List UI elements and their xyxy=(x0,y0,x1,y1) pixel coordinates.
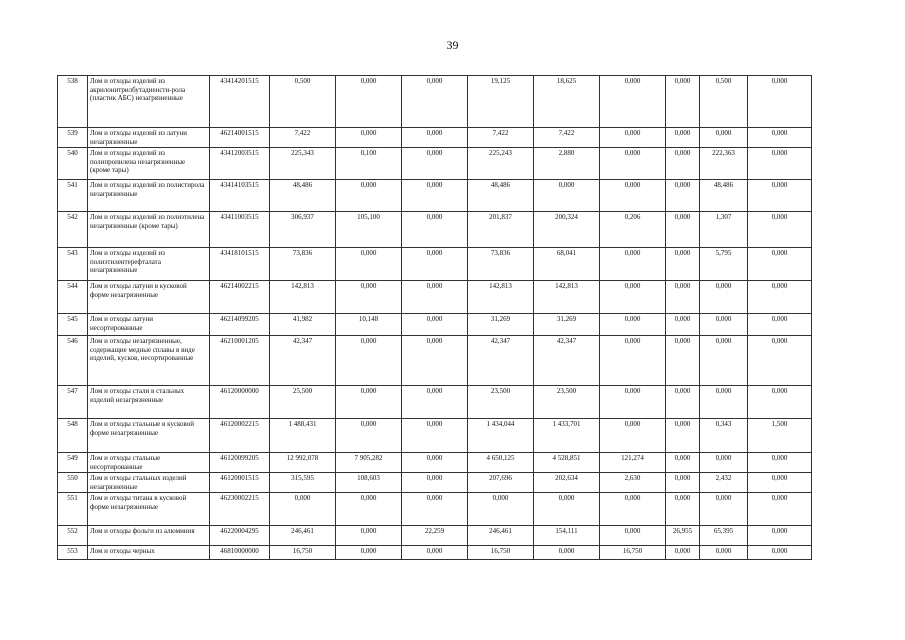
value-col-4: 73,836 xyxy=(468,248,534,281)
value-col-9: 0,000 xyxy=(748,281,812,314)
value-col-8: 0,000 xyxy=(700,493,748,526)
value-col-1: 0,500 xyxy=(270,76,336,128)
value-col-6: 2,630 xyxy=(600,473,666,493)
fkko-code: 46214001515 xyxy=(210,128,270,148)
value-col-5: 7,422 xyxy=(534,128,600,148)
value-col-1: 0,000 xyxy=(270,493,336,526)
value-col-6: 0,206 xyxy=(600,212,666,248)
value-col-1: 25,500 xyxy=(270,386,336,419)
waste-name: Лом и отходы незагрязненные, содержащие медные сплавы в виде изделий, кусков, несортированные xyxy=(88,336,210,386)
value-col-7: 0,000 xyxy=(666,386,700,419)
value-col-9: 0,000 xyxy=(748,473,812,493)
fkko-code: 43414103515 xyxy=(210,180,270,212)
value-col-3: 0,000 xyxy=(402,473,468,493)
value-col-2: 0,000 xyxy=(336,248,402,281)
value-col-8: 2,432 xyxy=(700,473,748,493)
value-col-4: 23,500 xyxy=(468,386,534,419)
value-col-1: 142,813 xyxy=(270,281,336,314)
waste-name: Лом и отходы изделий из полипропилена незагрязненные (кроме тары) xyxy=(88,148,210,180)
fkko-code: 43414201515 xyxy=(210,76,270,128)
value-col-9: 0,000 xyxy=(748,493,812,526)
waste-name: Лом и отходы изделий из полистирола незагрязненные xyxy=(88,180,210,212)
value-col-7: 0,000 xyxy=(666,336,700,386)
value-col-9: 0,000 xyxy=(748,148,812,180)
value-col-8: 0,000 xyxy=(700,314,748,336)
row-number: 549 xyxy=(58,453,88,473)
value-col-6: 0,000 xyxy=(600,180,666,212)
row-number: 551 xyxy=(58,493,88,526)
value-col-4: 16,750 xyxy=(468,546,534,560)
value-col-2: 0,000 xyxy=(336,281,402,314)
row-number: 550 xyxy=(58,473,88,493)
value-col-5: 23,500 xyxy=(534,386,600,419)
waste-name: Лом и отходы изделий из латуни незагрязненные xyxy=(88,128,210,148)
waste-name: Лом и отходы стальных изделий незагрязненные xyxy=(88,473,210,493)
table-row xyxy=(58,281,812,314)
value-col-8: 0,000 xyxy=(700,546,748,560)
fkko-code: 46210001205 xyxy=(210,336,270,386)
table-row xyxy=(58,546,812,560)
value-col-2: 0,000 xyxy=(336,180,402,212)
table-row xyxy=(58,526,812,546)
value-col-2: 0,000 xyxy=(336,546,402,560)
table-row xyxy=(58,453,812,473)
row-number: 538 xyxy=(58,76,88,128)
waste-table xyxy=(57,75,812,560)
value-col-2: 0,000 xyxy=(336,336,402,386)
fkko-code: 46120000000 xyxy=(210,386,270,419)
value-col-7: 0,000 xyxy=(666,128,700,148)
value-col-9: 0,000 xyxy=(748,453,812,473)
value-col-3: 0,000 xyxy=(402,128,468,148)
value-col-6: 0,000 xyxy=(600,148,666,180)
fkko-code: 43418101515 xyxy=(210,248,270,281)
fkko-code: 46810000000 xyxy=(210,546,270,560)
value-col-1: 1 488,431 xyxy=(270,419,336,453)
value-col-2: 0,000 xyxy=(336,419,402,453)
value-col-6: 0,000 xyxy=(600,493,666,526)
value-col-5: 0,000 xyxy=(534,546,600,560)
value-col-2: 0,000 xyxy=(336,386,402,419)
fkko-code: 46214002215 xyxy=(210,281,270,314)
value-col-3: 0,000 xyxy=(402,419,468,453)
value-col-6: 0,000 xyxy=(600,128,666,148)
value-col-1: 16,750 xyxy=(270,546,336,560)
value-col-1: 306,937 xyxy=(270,212,336,248)
fkko-code: 46214099205 xyxy=(210,314,270,336)
value-col-3: 0,000 xyxy=(402,386,468,419)
fkko-code: 46230002215 xyxy=(210,493,270,526)
value-col-8: 0,000 xyxy=(700,128,748,148)
value-col-6: 0,000 xyxy=(600,386,666,419)
value-col-2: 105,100 xyxy=(336,212,402,248)
value-col-9: 0,000 xyxy=(748,128,812,148)
waste-name: Лом и отходы стальные несортированные xyxy=(88,453,210,473)
value-col-9: 0,000 xyxy=(748,336,812,386)
fkko-code: 46120001515 xyxy=(210,473,270,493)
value-col-4: 7,422 xyxy=(468,128,534,148)
value-col-4: 48,486 xyxy=(468,180,534,212)
waste-name: Лом и отходы стали в стальных изделий незагрязненные xyxy=(88,386,210,419)
value-col-6: 0,000 xyxy=(600,281,666,314)
value-col-7: 0,000 xyxy=(666,419,700,453)
value-col-4: 201,837 xyxy=(468,212,534,248)
value-col-3: 0,000 xyxy=(402,281,468,314)
row-number: 552 xyxy=(58,526,88,546)
waste-name: Лом и отходы изделий из полиэтилена незагрязненные (кроме тары) xyxy=(88,212,210,248)
value-col-7: 26,955 xyxy=(666,526,700,546)
value-col-9: 0,000 xyxy=(748,546,812,560)
value-col-5: 1 433,701 xyxy=(534,419,600,453)
value-col-2: 0,000 xyxy=(336,128,402,148)
value-col-4: 31,269 xyxy=(468,314,534,336)
value-col-6: 16,750 xyxy=(600,546,666,560)
value-col-4: 19,125 xyxy=(468,76,534,128)
value-col-1: 246,461 xyxy=(270,526,336,546)
value-col-1: 41,982 xyxy=(270,314,336,336)
value-col-1: 42,347 xyxy=(270,336,336,386)
value-col-2: 0,000 xyxy=(336,76,402,128)
table-row xyxy=(58,336,812,386)
value-col-7: 0,000 xyxy=(666,281,700,314)
table-row xyxy=(58,493,812,526)
value-col-8: 48,486 xyxy=(700,180,748,212)
waste-name: Лом и отходы черных xyxy=(88,546,210,560)
value-col-3: 0,000 xyxy=(402,248,468,281)
row-number: 542 xyxy=(58,212,88,248)
value-col-2: 0,000 xyxy=(336,493,402,526)
value-col-9: 0,000 xyxy=(748,248,812,281)
value-col-9: 0,000 xyxy=(748,212,812,248)
value-col-9: 0,000 xyxy=(748,76,812,128)
row-number: 540 xyxy=(58,148,88,180)
row-number: 541 xyxy=(58,180,88,212)
value-col-5: 31,269 xyxy=(534,314,600,336)
value-col-4: 0,000 xyxy=(468,493,534,526)
value-col-8: 0,000 xyxy=(700,453,748,473)
value-col-1: 225,343 xyxy=(270,148,336,180)
table-row xyxy=(58,180,812,212)
fkko-code: 43412003515 xyxy=(210,148,270,180)
waste-name: Лом и отходы латуни в кусковой форме незагрязненные xyxy=(88,281,210,314)
value-col-4: 42,347 xyxy=(468,336,534,386)
table-row xyxy=(58,314,812,336)
value-col-5: 142,813 xyxy=(534,281,600,314)
value-col-8: 222,363 xyxy=(700,148,748,180)
value-col-6: 0,000 xyxy=(600,419,666,453)
value-col-9: 0,000 xyxy=(748,180,812,212)
row-number: 545 xyxy=(58,314,88,336)
value-col-6: 0,000 xyxy=(600,76,666,128)
table-row xyxy=(58,128,812,148)
value-col-6: 121,274 xyxy=(600,453,666,473)
value-col-1: 48,486 xyxy=(270,180,336,212)
table-body xyxy=(58,76,812,560)
value-col-9: 0,000 xyxy=(748,526,812,546)
value-col-7: 0,000 xyxy=(666,493,700,526)
table-row xyxy=(58,76,812,128)
value-col-8: 0,500 xyxy=(700,76,748,128)
value-col-1: 7,422 xyxy=(270,128,336,148)
value-col-5: 18,625 xyxy=(534,76,600,128)
value-col-4: 4 650,125 xyxy=(468,453,534,473)
table-row xyxy=(58,386,812,419)
value-col-5: 68,041 xyxy=(534,248,600,281)
value-col-3: 0,000 xyxy=(402,148,468,180)
value-col-8: 0,000 xyxy=(700,336,748,386)
waste-name: Лом и отходы титана в кусковой форме незагрязненные xyxy=(88,493,210,526)
value-col-5: 200,324 xyxy=(534,212,600,248)
value-col-5: 2,880 xyxy=(534,148,600,180)
row-number: 546 xyxy=(58,336,88,386)
value-col-8: 0,000 xyxy=(700,386,748,419)
row-number: 548 xyxy=(58,419,88,453)
value-col-2: 0,100 xyxy=(336,148,402,180)
value-col-7: 0,000 xyxy=(666,473,700,493)
value-col-2: 0,000 xyxy=(336,526,402,546)
value-col-7: 0,000 xyxy=(666,314,700,336)
row-number: 543 xyxy=(58,248,88,281)
fkko-code: 43411003515 xyxy=(210,212,270,248)
table-row xyxy=(58,473,812,493)
value-col-3: 0,000 xyxy=(402,453,468,473)
value-col-1: 12 992,078 xyxy=(270,453,336,473)
fkko-code: 46120002215 xyxy=(210,419,270,453)
value-col-5: 0,000 xyxy=(534,493,600,526)
value-col-3: 0,000 xyxy=(402,76,468,128)
value-col-5: 4 528,851 xyxy=(534,453,600,473)
value-col-4: 225,243 xyxy=(468,148,534,180)
value-col-5: 42,347 xyxy=(534,336,600,386)
value-col-3: 22,259 xyxy=(402,526,468,546)
row-number: 544 xyxy=(58,281,88,314)
value-col-1: 315,595 xyxy=(270,473,336,493)
value-col-9: 0,000 xyxy=(748,386,812,419)
table-row xyxy=(58,248,812,281)
value-col-8: 0,000 xyxy=(700,281,748,314)
waste-name: Лом и отходы латуни несортированные xyxy=(88,314,210,336)
value-col-8: 1,307 xyxy=(700,212,748,248)
row-number: 547 xyxy=(58,386,88,419)
value-col-3: 0,000 xyxy=(402,212,468,248)
value-col-6: 0,000 xyxy=(600,336,666,386)
value-col-7: 0,000 xyxy=(666,76,700,128)
value-col-7: 0,000 xyxy=(666,248,700,281)
value-col-7: 0,000 xyxy=(666,148,700,180)
value-col-5: 202,634 xyxy=(534,473,600,493)
value-col-2: 10,148 xyxy=(336,314,402,336)
value-col-8: 0,343 xyxy=(700,419,748,453)
value-col-5: 0,000 xyxy=(534,180,600,212)
value-col-1: 73,836 xyxy=(270,248,336,281)
value-col-6: 0,000 xyxy=(600,248,666,281)
value-col-6: 0,000 xyxy=(600,526,666,546)
table-row xyxy=(58,148,812,180)
value-col-4: 1 434,044 xyxy=(468,419,534,453)
value-col-2: 7 905,282 xyxy=(336,453,402,473)
value-col-3: 0,000 xyxy=(402,493,468,526)
value-col-8: 5,795 xyxy=(700,248,748,281)
table-row xyxy=(58,212,812,248)
value-col-4: 246,461 xyxy=(468,526,534,546)
value-col-7: 0,000 xyxy=(666,453,700,473)
table-row xyxy=(58,419,812,453)
waste-name: Лом и отходы стальные в кусковой форме незагрязненные xyxy=(88,419,210,453)
value-col-9: 0,000 xyxy=(748,314,812,336)
value-col-4: 142,813 xyxy=(468,281,534,314)
row-number: 539 xyxy=(58,128,88,148)
waste-name: Лом и отходы изделий из полиэтилентерефталата незагрязненные xyxy=(88,248,210,281)
value-col-7: 0,000 xyxy=(666,212,700,248)
value-col-4: 207,696 xyxy=(468,473,534,493)
value-col-3: 0,000 xyxy=(402,336,468,386)
value-col-5: 154,111 xyxy=(534,526,600,546)
page-number: 39 xyxy=(446,38,459,52)
value-col-3: 0,000 xyxy=(402,314,468,336)
row-number: 553 xyxy=(58,546,88,560)
value-col-3: 0,000 xyxy=(402,180,468,212)
value-col-9: 1,500 xyxy=(748,419,812,453)
value-col-6: 0,000 xyxy=(600,314,666,336)
fkko-code: 46220004295 xyxy=(210,526,270,546)
waste-name: Лом и отходы фольги из алюминия xyxy=(88,526,210,546)
value-col-8: 65,395 xyxy=(700,526,748,546)
value-col-7: 0,000 xyxy=(666,546,700,560)
value-col-3: 0,000 xyxy=(402,546,468,560)
waste-name: Лом и отходы изделий из акрилонитрилбутадиенсти-рола (пластик АБС) незагрязненные xyxy=(88,76,210,128)
value-col-2: 108,603 xyxy=(336,473,402,493)
value-col-7: 0,000 xyxy=(666,180,700,212)
fkko-code: 46120099205 xyxy=(210,453,270,473)
